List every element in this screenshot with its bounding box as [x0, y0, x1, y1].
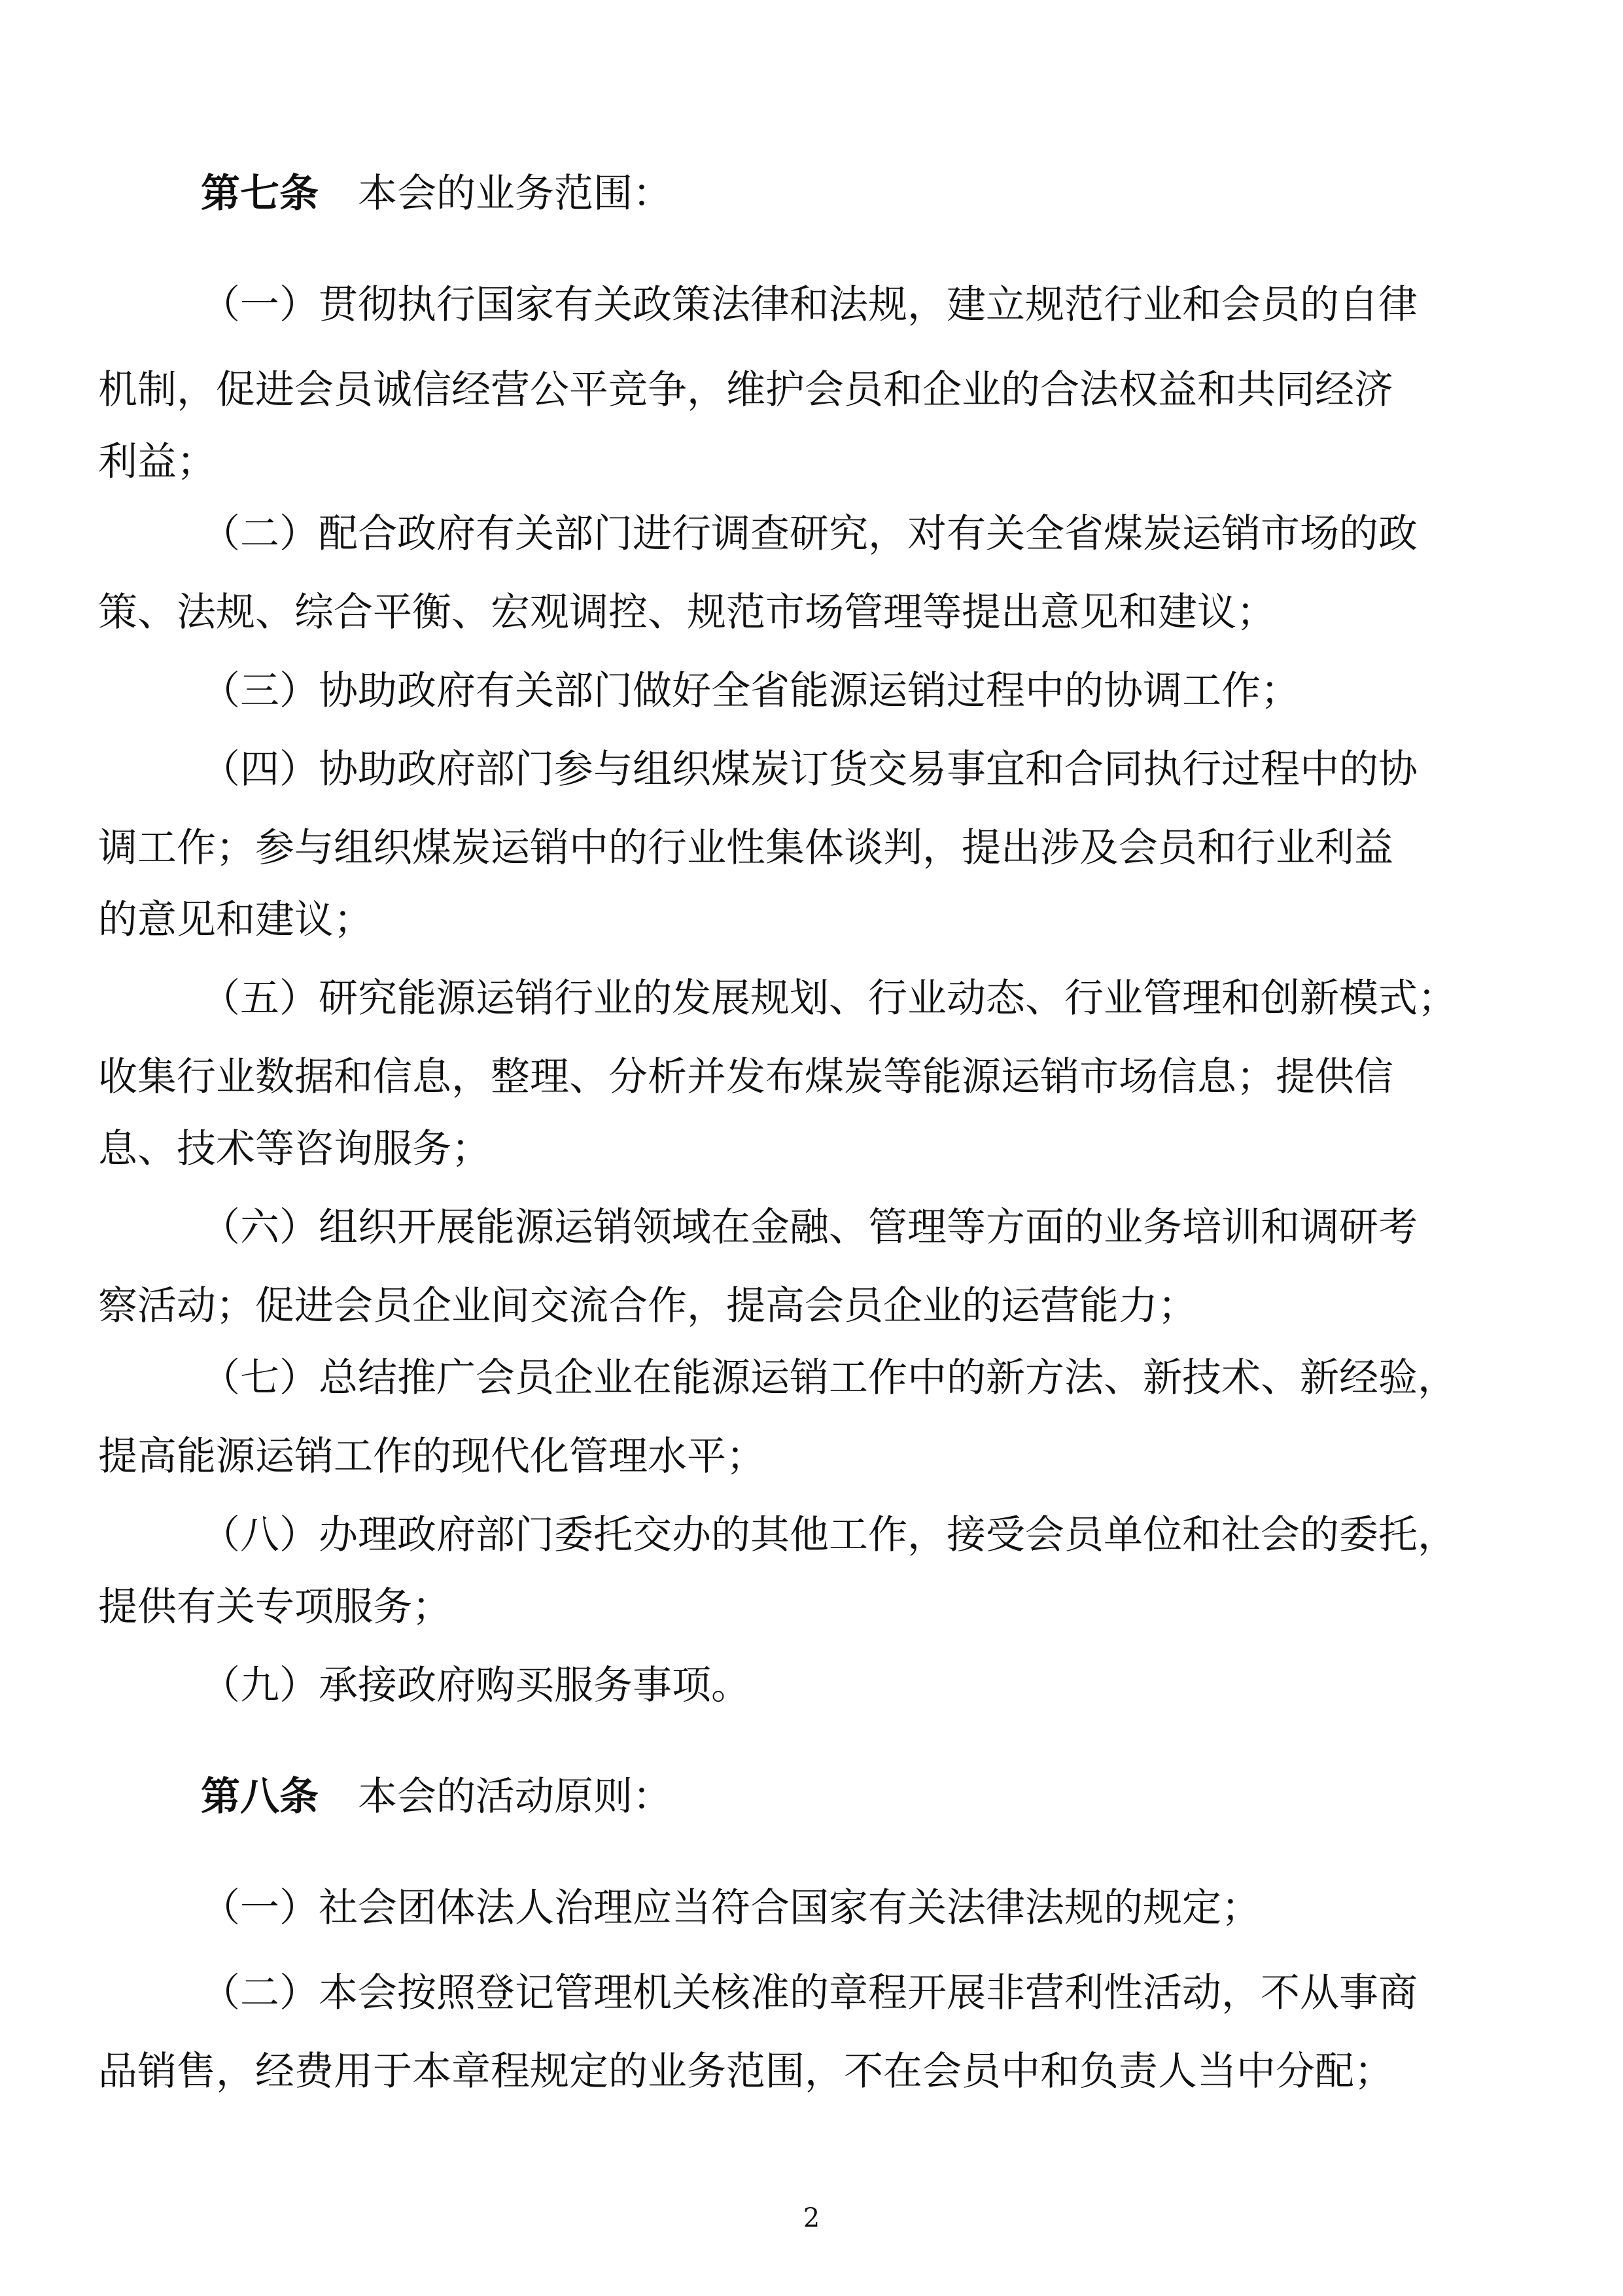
article-8-title: 本会的活动原则： — [358, 1774, 672, 1820]
article-7-item-5-line-2: 收集行业数据和信息，整理、分析并发布煤炭等能源运销市场信息；提供信 — [98, 1054, 1393, 1100]
article-7-item-3-line-1: （三）协助政府有关部门做好全省能源运销过程中的协调工作； — [201, 668, 1300, 714]
article-7-item-6-line-2: 察活动；促进会员企业间交流合作，提高会员企业的运营能力； — [98, 1283, 1197, 1329]
article-7-item-5-line-3: 息、技术等咨询服务； — [98, 1126, 491, 1172]
article-7-item-9-line-1: （九）承接政府购买服务事项。 — [201, 1663, 750, 1708]
article-7-item-7-line-1: （七）总结推广会员企业在能源运销工作中的新方法、新技术、新经验， — [201, 1355, 1457, 1401]
article-8-item-1-line-1: （一）社会团体法人治理应当符合国家有关法律法规的规定； — [201, 1885, 1261, 1931]
article-7-item-4-line-2: 调工作；参与组织煤炭运销中的行业性集体谈判，提出涉及会员和行业利益 — [98, 825, 1393, 871]
article-7-item-8-line-2: 提供有关专项服务； — [98, 1584, 451, 1630]
article-7-item-4-line-1: （四）协助政府部门参与组织煤炭订货交易事宜和合同执行过程中的协 — [201, 747, 1418, 792]
article-7-title: 本会的业务范围： — [358, 171, 672, 217]
article-7-item-7-line-2: 提高能源运销工作的现代化管理水平； — [98, 1434, 765, 1479]
article-7-item-4-line-3: 的意见和建议； — [98, 897, 373, 943]
page-number: 2 — [803, 2203, 820, 2233]
article-8-item-2-line-1: （二）本会按照登记管理机关核准的章程开展非营利性活动，不从事商 — [201, 1970, 1418, 2016]
article-7-item-2-line-1: （二）配合政府有关部门进行调查研究，对有关全省煤炭运销市场的政 — [201, 511, 1418, 557]
article-8-item-2-line-2: 品销售，经费用于本章程规定的业务范围，不在会员中和负责人当中分配； — [98, 2049, 1393, 2094]
article-7-heading — [201, 168, 672, 220]
article-7-item-5-line-1: （五）研究能源运销行业的发展规划、行业动态、行业管理和创新模式； — [201, 976, 1457, 1021]
article-7-item-8-line-1: （八）办理政府部门委托交办的其他工作，接受会员单位和社会的委托， — [201, 1512, 1457, 1558]
article-7-item-1-line-3: 利益； — [98, 439, 216, 485]
article-7-item-1-line-2: 机制，促进会员诚信经营公平竞争，维护会员和企业的合法权益和共同经济 — [98, 367, 1393, 413]
article-7-item-1-line-1: （一）贯彻执行国家有关政策法律和法规，建立规范行业和会员的自律 — [201, 282, 1418, 328]
article-7-item-6-line-1: （六）组织开展能源运销领域在金融、管理等方面的业务培训和调研考 — [201, 1205, 1418, 1250]
article-7-number: 第七条 — [201, 171, 319, 217]
article-7-item-2-line-2: 策、法规、综合平衡、宏观调控、规范市场管理等提出意见和建议； — [98, 590, 1276, 635]
article-8-number: 第八条 — [201, 1774, 319, 1820]
article-8-heading — [201, 1771, 672, 1823]
